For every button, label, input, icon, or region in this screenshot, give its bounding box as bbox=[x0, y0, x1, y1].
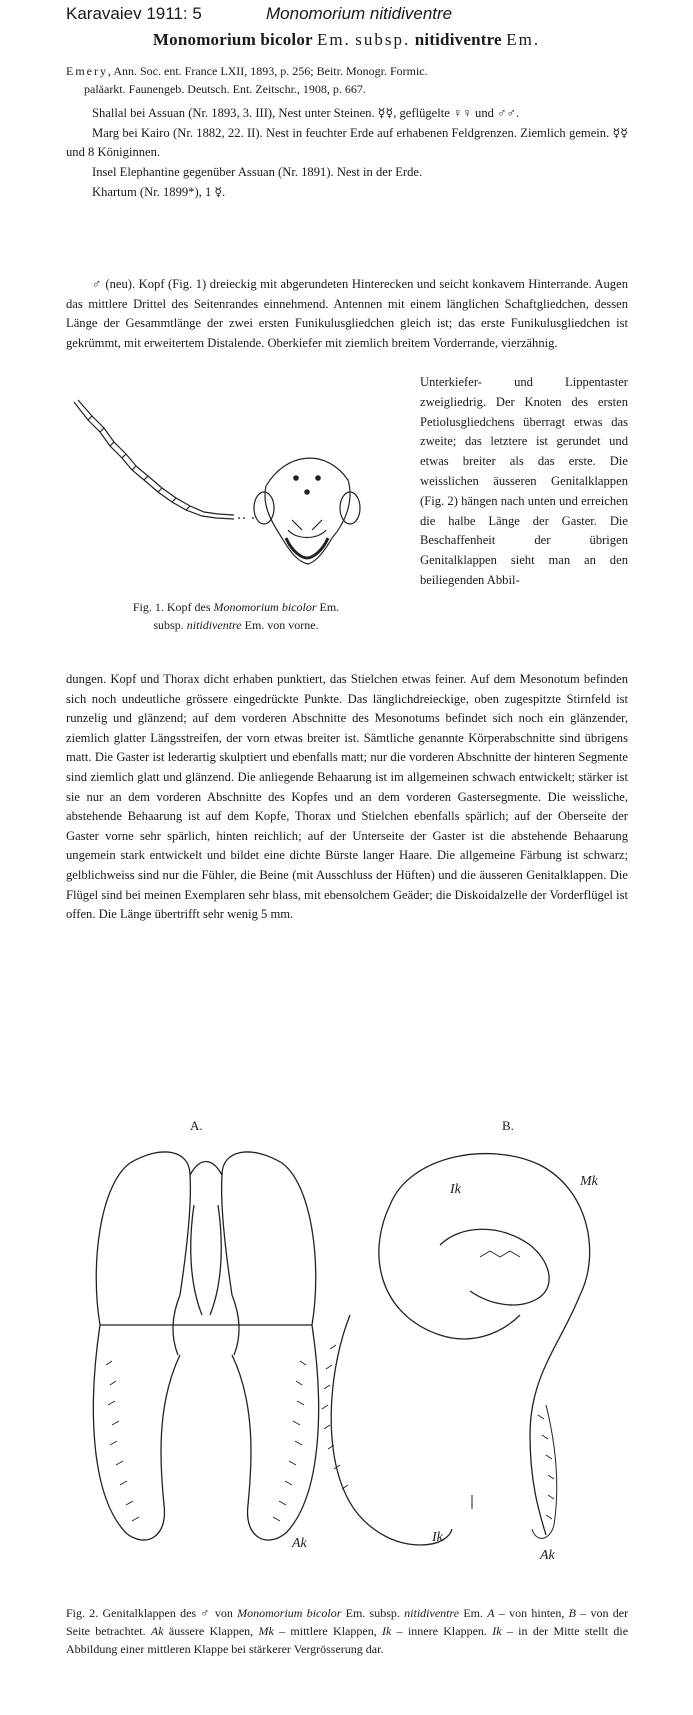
running-header bbox=[66, 4, 453, 24]
title-subspecies: nitidiventre bbox=[414, 30, 502, 49]
literature-reference bbox=[66, 62, 628, 98]
title-author-2: Em. bbox=[506, 30, 541, 49]
fig1-caption-suffix: Em. von vorne. bbox=[244, 618, 319, 632]
fig2-caption-rest6: – innere Klappen. bbox=[396, 1624, 487, 1638]
fig2-label-ak-a: Ak bbox=[292, 1536, 307, 1551]
fig1-caption-prefix: Fig. 1. Kopf des bbox=[132, 600, 211, 614]
fig1-caption-subsp: subsp. bbox=[153, 618, 184, 632]
fig2-caption-mk: Mk bbox=[258, 1624, 274, 1638]
fig2-label-ik-top: Ik bbox=[450, 1182, 461, 1197]
description-paragraph-1 bbox=[66, 275, 628, 354]
title-author: Em. bbox=[316, 30, 351, 49]
fig2-caption-rest4: äussere Klappen, bbox=[168, 1624, 254, 1638]
title-species: Monomorium bicolor bbox=[152, 30, 313, 49]
fig2-caption-rest2: – von hinten, bbox=[498, 1606, 565, 1620]
figure-2-label-b: B. bbox=[502, 1118, 514, 1133]
fig2-caption-rest3: – von der Seite betrachtet. bbox=[66, 1606, 629, 1638]
fig1-caption-subspecies: nitidiventre bbox=[186, 618, 242, 632]
header-citation: Karavaiev 1911: 5 bbox=[66, 4, 202, 23]
fig2-caption-rest1: Em. bbox=[463, 1606, 483, 1620]
page-title bbox=[0, 30, 693, 50]
description-paragraph-2 bbox=[66, 670, 628, 925]
figure-2-caption bbox=[66, 1604, 628, 1658]
locality-list bbox=[66, 104, 628, 203]
fig2-caption-rest5: – mittlere Klappen, bbox=[279, 1624, 377, 1638]
fig1-caption-author: Em. bbox=[319, 600, 340, 614]
fig2-caption-prefix: Fig. 2. Genitalklappen des ♂ von bbox=[66, 1606, 233, 1620]
locality-item: Khartum (Nr. 1899*), 1 ☿. bbox=[92, 184, 226, 199]
figure-2-label-a: A. bbox=[190, 1118, 203, 1133]
fig2-caption-ik-2: Ik bbox=[492, 1624, 502, 1638]
reference-author: Emery bbox=[66, 64, 108, 78]
fig2-caption-rest7: – in der Mitte stellt die Abbildung einer mittleren Klappe bei stärkerer Vergrösserung dar. bbox=[66, 1624, 629, 1656]
figure-2-genitalia-drawing bbox=[60, 1145, 640, 1595]
title-subsp: subsp. bbox=[355, 30, 411, 49]
fig2-caption-ak: Ak bbox=[150, 1624, 164, 1638]
locality-item: Shallal bei Assuan (Nr. 1893, 3. III), Nest unter Steinen. ☿☿, geflügelte ♀♀ und ♂♂. bbox=[92, 106, 520, 120]
fig2-caption-author: Em. subsp. bbox=[345, 1606, 400, 1620]
fig2-caption-subspecies: nitidiventre bbox=[404, 1606, 460, 1620]
reference-line-2: paläarkt. Faunengeb. Deutsch. Ent. Zeitschr., 1908, p. 667. bbox=[84, 82, 366, 96]
description-wrapped-text bbox=[420, 373, 628, 591]
header-species: Monomorium nitidiventre bbox=[266, 4, 453, 23]
fig2-caption-species: Monomorium bicolor bbox=[237, 1606, 342, 1620]
fig2-label-mk: Mk bbox=[580, 1174, 598, 1189]
fig2-label-ik-bottom: Ik bbox=[432, 1530, 443, 1545]
figure-1-caption bbox=[66, 598, 406, 634]
fig2-caption-ik: Ik bbox=[382, 1624, 392, 1638]
figure-1-head-drawing bbox=[66, 392, 406, 592]
reference-line-1: , Ann. Soc. ent. France LXII, 1893, p. 256; Beitr. Monogr. Formic. bbox=[108, 64, 428, 78]
locality-item: Marg bei Kairo (Nr. 1882, 22. II). Nest in feuchter Erde auf erhabenen Feldgrenzen. Ziemlich gemein. ☿☿ und 8 Königinnen. bbox=[66, 125, 628, 160]
description-text-1: ♂ (neu). Kopf (Fig. 1) dreieckig mit abgerundeten Hinterecken und seicht konkavem Hinterrande. Augen das mittlere Drittel des Seitenrandes einnehmend. Antennen mit einem länglichen Schaftgliedchen, dessen Länge der Gesammtlänge der zwei ersten Funikulusgliedchen gleich ist; das erste Funikulusgliedchen ist gekrümmt, mit erweitertem Distalende. Oberkiefer mit ziemlich breitem Vorderrande, vierzähnig. bbox=[66, 277, 628, 351]
fig2-caption-a: A bbox=[487, 1606, 495, 1620]
description-text-2: Unterkiefer- und Lippentaster zweigliedrig. Der Knoten des ersten Petiolusgliedchens überragt etwas das zweite; das letztere ist gerundet und etwas breiter als das erste. Die weisslichen äusseren Genitalklappen (Fig. 2) hängen nach unten und erreichen die halbe Länge der Gaster. Die Beschaffenheit der übrigen Genitalklappen sieht man an den beiliegenden Abbil- bbox=[420, 375, 628, 587]
fig2-caption-b: B bbox=[568, 1606, 576, 1620]
fig2-label-ak-b: Ak bbox=[540, 1548, 555, 1563]
description-text-3: dungen. Kopf und Thorax dicht erhaben punktiert, das Stielchen etwas feiner. Auf dem Mesonotum befinden sich noch undeutliche grössere eingedrückte Punkte. Das länglichdreieckige, oben zugespitzte Stirnfeld ist runzelig und glänzend; auf dem vorderen Abschnitte des Mesonotums befindet sich noch ein glänzender, ziemlich glatter Längsstreifen, der vorn etwas breiter ist. Sämtliche genannte Körperabschnitte sind übrigens matt. Die Gaster ist lederartig skulptiert und ebenfalls matt; nur die vorderen Abschnitte der hinteren Segmente sind ziemlich glatt und glänzend. Die anliegende Behaarung ist im allgemeinen schwach entwickelt; stärker ist sie nur an dem vorderen Abschnitte des Kopfes und an dem vorderen Gastersegmente. Die weissliche, abstehende Behaarung ist auf dem Kopfe, Thorax und Stielchen ebenfalls spärlich; auf der Oberseite der Gaster vorne sehr spärlich, hinten reichlich; auf der Unterseite der Gaster ist die abstehende Behaarung ungemein stark entwickelt und bildet eine dichte Bürste langer Haare. Die allgemeine Färbung ist schwarz; gelblichweiss sind nur die Fühler, die Beine (mit Ausschluss der Hüften) und die äusseren Genitalklappen. Die Flügel sind bei meinen Exemplaren sehr blass, mit ebensolchem Geäder; die Diskoidalzelle der Vorderflügel ist offen. Die Länge übertrifft sehr wenig 5 mm. bbox=[66, 672, 628, 922]
fig1-caption-species: Monomorium bicolor bbox=[213, 600, 317, 614]
locality-item: Insel Elephantine gegenüber Assuan (Nr. 1891). Nest in der Erde. bbox=[92, 165, 423, 180]
